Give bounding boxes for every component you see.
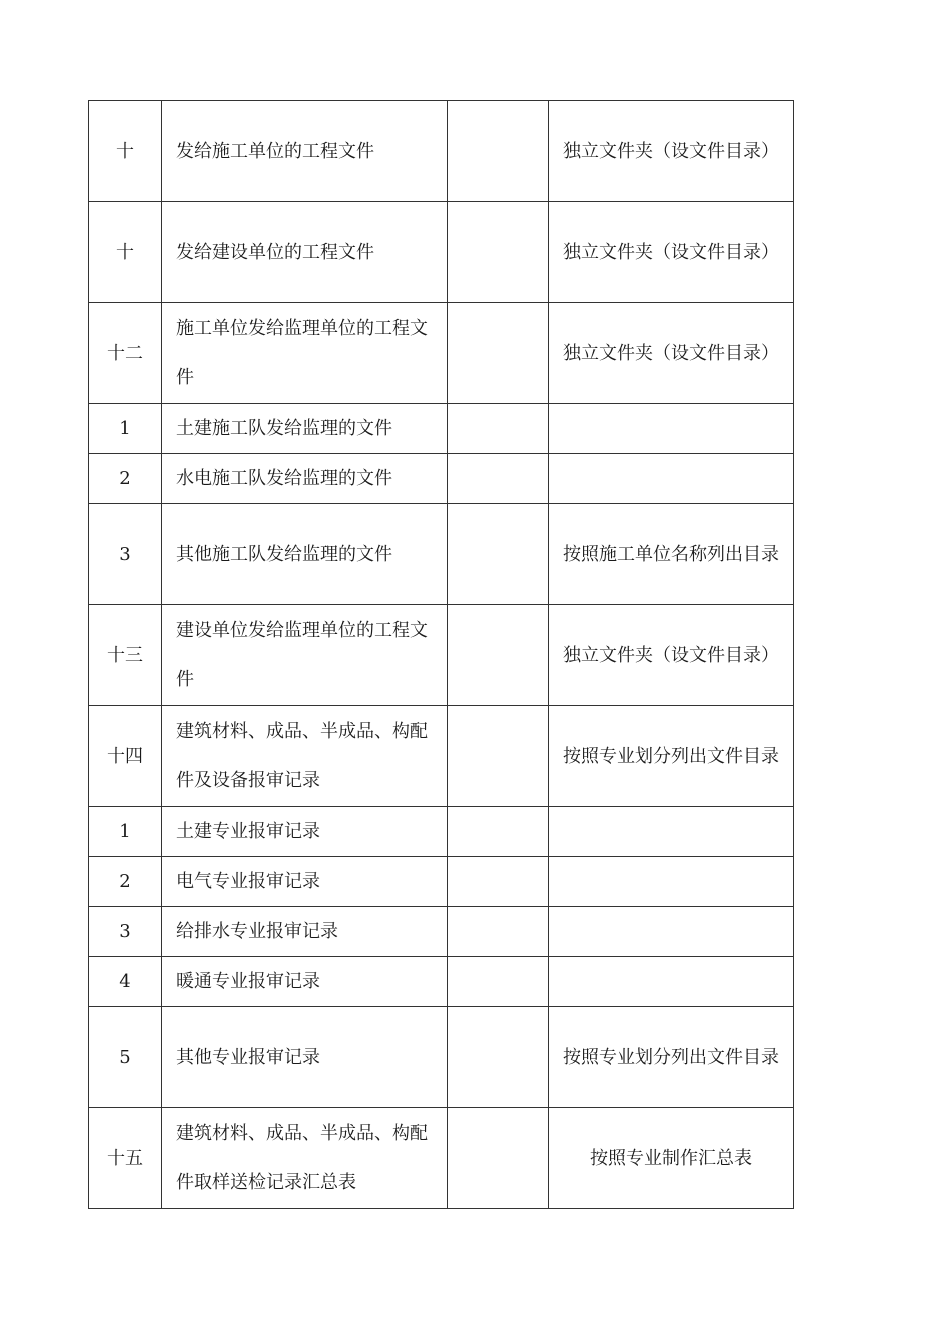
row-note xyxy=(549,957,794,1007)
row-note xyxy=(549,404,794,454)
row-number: 2 xyxy=(89,454,162,504)
row-number: 十 xyxy=(89,202,162,303)
row-note: 独立文件夹（设文件目录） xyxy=(549,101,794,202)
row-blank-cell xyxy=(448,857,549,907)
row-name: 发给建设单位的工程文件 xyxy=(162,202,448,303)
row-number: 2 xyxy=(89,857,162,907)
row-blank-cell xyxy=(448,605,549,706)
row-name: 其他施工队发给监理的文件 xyxy=(162,504,448,605)
table-row xyxy=(89,957,794,1007)
table-row xyxy=(89,907,794,957)
row-name: 水电施工队发给监理的文件 xyxy=(162,454,448,504)
row-name: 建设单位发给监理单位的工程文件 xyxy=(162,605,448,706)
row-note: 独立文件夹（设文件目录） xyxy=(549,202,794,303)
row-blank-cell xyxy=(448,202,549,303)
row-number: 5 xyxy=(89,1007,162,1108)
row-blank-cell xyxy=(448,1108,549,1209)
row-name: 发给施工单位的工程文件 xyxy=(162,101,448,202)
table-row xyxy=(89,454,794,504)
row-number: 十五 xyxy=(89,1108,162,1209)
row-note: 独立文件夹（设文件目录） xyxy=(549,303,794,404)
row-note xyxy=(549,454,794,504)
row-name: 其他专业报审记录 xyxy=(162,1007,448,1108)
row-note xyxy=(549,907,794,957)
table-row xyxy=(89,1007,794,1108)
table-row xyxy=(89,1108,794,1209)
row-note: 按照专业划分列出文件目录 xyxy=(549,706,794,807)
row-number: 1 xyxy=(89,807,162,857)
row-name: 暖通专业报审记录 xyxy=(162,957,448,1007)
row-name: 电气专业报审记录 xyxy=(162,857,448,907)
row-blank-cell xyxy=(448,454,549,504)
row-blank-cell xyxy=(448,807,549,857)
row-number: 4 xyxy=(89,957,162,1007)
row-blank-cell xyxy=(448,706,549,807)
table-row xyxy=(89,706,794,807)
archive-index-table xyxy=(88,100,794,1209)
table-row xyxy=(89,605,794,706)
table-row xyxy=(89,404,794,454)
table-body xyxy=(89,101,794,1209)
row-blank-cell xyxy=(448,303,549,404)
row-name: 建筑材料、成品、半成品、构配件及设备报审记录 xyxy=(162,706,448,807)
row-blank-cell xyxy=(448,101,549,202)
row-blank-cell xyxy=(448,504,549,605)
table-row xyxy=(89,202,794,303)
row-number: 十二 xyxy=(89,303,162,404)
row-number: 3 xyxy=(89,907,162,957)
table-row xyxy=(89,857,794,907)
table-row xyxy=(89,504,794,605)
row-note xyxy=(549,807,794,857)
table-row xyxy=(89,101,794,202)
row-number: 1 xyxy=(89,404,162,454)
row-name: 土建施工队发给监理的文件 xyxy=(162,404,448,454)
row-name: 建筑材料、成品、半成品、构配件取样送检记录汇总表 xyxy=(162,1108,448,1209)
table-row xyxy=(89,303,794,404)
row-number: 十三 xyxy=(89,605,162,706)
row-note: 按照施工单位名称列出目录 xyxy=(549,504,794,605)
row-note xyxy=(549,857,794,907)
table-row xyxy=(89,807,794,857)
row-blank-cell xyxy=(448,1007,549,1108)
row-name: 土建专业报审记录 xyxy=(162,807,448,857)
row-name: 施工单位发给监理单位的工程文件 xyxy=(162,303,448,404)
row-blank-cell xyxy=(448,907,549,957)
row-note: 按照专业划分列出文件目录 xyxy=(549,1007,794,1108)
row-note: 独立文件夹（设文件目录） xyxy=(549,605,794,706)
row-number: 十 xyxy=(89,101,162,202)
row-blank-cell xyxy=(448,404,549,454)
row-blank-cell xyxy=(448,957,549,1007)
row-name: 给排水专业报审记录 xyxy=(162,907,448,957)
row-number: 3 xyxy=(89,504,162,605)
row-note: 按照专业制作汇总表 xyxy=(549,1108,794,1209)
row-number: 十四 xyxy=(89,706,162,807)
